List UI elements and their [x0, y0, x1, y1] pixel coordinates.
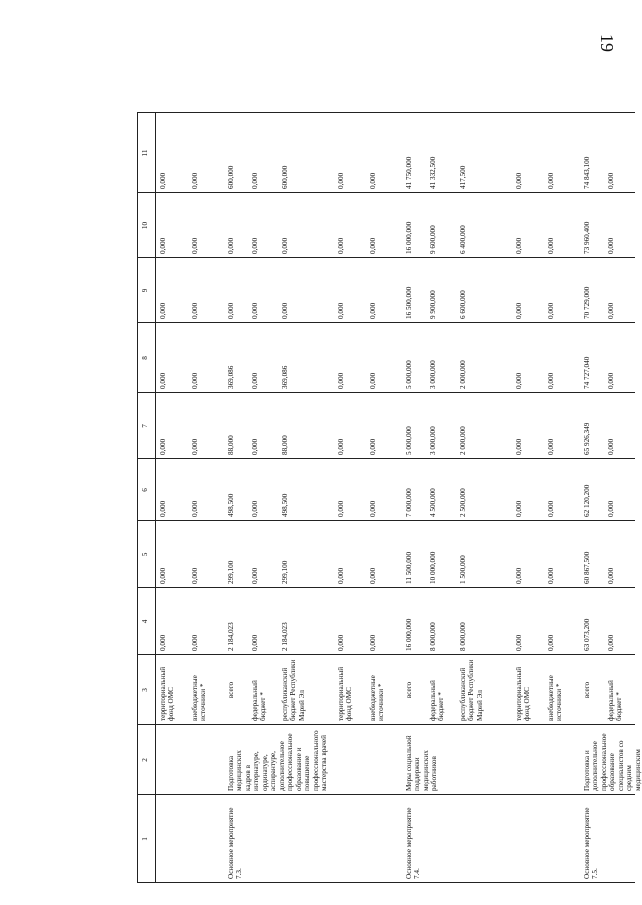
value-cell: 0,000 — [607, 500, 615, 517]
value-cell: 0,000 — [607, 302, 615, 319]
column-rule — [137, 520, 635, 521]
value-cell: 1 500,000 — [459, 555, 467, 584]
value-cell: 0,000 — [251, 372, 259, 389]
value-cell: 0,000 — [547, 500, 555, 517]
value-cell: 0,000 — [337, 567, 345, 584]
value-cell: 0,000 — [281, 302, 289, 319]
measure-title: Меры социальной поддержки медицинских работников — [405, 735, 439, 791]
value-cell: 0,000 — [515, 634, 523, 651]
value-cell: 0,000 — [547, 567, 555, 584]
value-cell: 0,000 — [337, 172, 345, 189]
value-cell: 73 960,400 — [583, 221, 591, 254]
value-cell: 3 000,000 — [429, 360, 437, 389]
value-cell: 369,086 — [281, 365, 289, 389]
value-cell: 0,000 — [281, 237, 289, 254]
value-cell: 2 500,000 — [459, 488, 467, 517]
value-cell: 0,000 — [191, 237, 199, 254]
value-cell: 2 000,000 — [459, 360, 467, 389]
measure-title: Подготовка медицинских кадров в интернатуре, ординатуре, аспирантуре, дополнительное профессиональное образование и повышение профессионального мастерства врачей — [227, 730, 329, 791]
value-cell: 3 000,000 — [429, 426, 437, 455]
value-cell: 0,000 — [159, 172, 167, 189]
value-cell: 2 000,000 — [459, 426, 467, 455]
value-cell: 0,000 — [515, 567, 523, 584]
funding-source: федеральный бюджет * — [429, 680, 446, 721]
value-cell: 10 000,000 — [429, 551, 437, 584]
value-cell: 8 000,000 — [459, 622, 467, 651]
value-cell: 0,000 — [369, 372, 377, 389]
value-cell: 299,100 — [281, 560, 289, 584]
value-cell: 0,000 — [369, 500, 377, 517]
funding-source: республиканский бюджет Республики Марий Эл — [281, 659, 306, 721]
funding-source: внебюджетные источники * — [547, 675, 564, 721]
value-cell: 70 729,000 — [583, 286, 591, 319]
value-cell: 0,000 — [191, 500, 199, 517]
value-cell: 0,000 — [515, 172, 523, 189]
value-cell: 0,000 — [159, 438, 167, 455]
value-cell: 0,000 — [191, 634, 199, 651]
value-cell: 88,000 — [227, 435, 235, 455]
value-cell: 9 600,000 — [429, 225, 437, 254]
funding-source: внебюджетные источники * — [191, 675, 208, 721]
header-cell: 4 — [141, 619, 149, 624]
value-cell: 0,000 — [191, 302, 199, 319]
value-cell: 417,500 — [459, 165, 467, 189]
value-cell: 0,000 — [337, 634, 345, 651]
value-cell: 0,000 — [607, 372, 615, 389]
value-cell: 0,000 — [251, 567, 259, 584]
column-rule — [137, 654, 635, 655]
value-cell: 0,000 — [547, 302, 555, 319]
value-cell: 0,000 — [515, 237, 523, 254]
value-cell: 0,000 — [159, 372, 167, 389]
value-cell: 0,000 — [369, 634, 377, 651]
measure-code: Основное мероприятие 7.3. — [227, 807, 244, 879]
value-cell: 0,000 — [607, 237, 615, 254]
value-cell: 0,000 — [337, 302, 345, 319]
header-cell: 2 — [141, 758, 149, 762]
value-cell: 0,000 — [251, 237, 259, 254]
value-cell: 0,000 — [159, 302, 167, 319]
value-cell: 0,000 — [515, 302, 523, 319]
funding-source: территориальный фонд ОМС — [515, 666, 532, 721]
value-cell: 8 000,000 — [429, 622, 437, 651]
value-cell: 369,086 — [227, 365, 235, 389]
value-cell: 0,000 — [607, 567, 615, 584]
column-rule — [137, 882, 635, 883]
value-cell: 5 000,000 — [405, 360, 413, 389]
value-cell: 0,000 — [547, 237, 555, 254]
value-cell: 0,000 — [251, 634, 259, 651]
row-rule — [137, 113, 138, 883]
value-cell: 0,000 — [547, 372, 555, 389]
value-cell: 0,000 — [227, 237, 235, 254]
value-cell: 16 500,000 — [405, 286, 413, 319]
column-rule — [137, 112, 635, 113]
value-cell: 0,000 — [251, 302, 259, 319]
value-cell: 0,000 — [515, 500, 523, 517]
value-cell: 74 843,100 — [583, 156, 591, 189]
value-cell: 498,500 — [281, 493, 289, 517]
value-cell: 0,000 — [251, 172, 259, 189]
value-cell: 0,000 — [251, 500, 259, 517]
value-cell: 0,000 — [191, 372, 199, 389]
value-cell: 16 000,000 — [405, 221, 413, 254]
value-cell: 0,000 — [191, 438, 199, 455]
value-cell: 2 184,023 — [281, 622, 289, 651]
value-cell: 600,000 — [281, 165, 289, 189]
value-cell: 498,500 — [227, 493, 235, 517]
value-cell: 0,000 — [607, 172, 615, 189]
column-rule — [137, 794, 635, 795]
value-cell: 0,000 — [159, 500, 167, 517]
header-cell: 5 — [141, 552, 149, 557]
header-cell: 7 — [141, 424, 149, 428]
value-cell: 0,000 — [159, 567, 167, 584]
funding-source: всего — [227, 681, 235, 699]
value-cell: 65 926,349 — [583, 422, 591, 455]
value-cell: 9 900,000 — [429, 290, 437, 319]
funding-source: федеральный бюджет * — [607, 680, 624, 721]
header-cell: 1 — [141, 837, 149, 841]
value-cell: 62 120,200 — [583, 484, 591, 517]
value-cell: 0,000 — [251, 438, 259, 455]
value-cell: 299,100 — [227, 560, 235, 584]
value-cell: 0,000 — [159, 237, 167, 254]
funding-source: республиканский бюджет Республики Марий Эл — [459, 659, 484, 721]
header-cell: 8 — [141, 356, 149, 360]
funding-source: всего — [405, 681, 413, 699]
value-cell: 60 867,500 — [583, 551, 591, 584]
column-rule — [137, 192, 635, 193]
header-cell: 3 — [141, 688, 149, 692]
value-cell: 0,000 — [515, 438, 523, 455]
header-cell: 9 — [141, 288, 149, 293]
value-cell: 0,000 — [191, 172, 199, 189]
measure-title: Подготовка и дополнительное профессиональное образование специалистов со средним медицинским — [583, 733, 642, 791]
funding-source: внебюджетные источники * — [369, 675, 386, 721]
funding-source: федеральный бюджет * — [251, 680, 268, 721]
value-cell: 11 500,000 — [405, 551, 413, 584]
value-cell: 0,000 — [607, 634, 615, 651]
column-rule — [137, 724, 635, 725]
value-cell: 0,000 — [337, 438, 345, 455]
budget-table — [125, 113, 642, 883]
value-cell: 7 000,000 — [405, 488, 413, 517]
value-cell: 0,000 — [191, 567, 199, 584]
value-cell: 88,000 — [281, 435, 289, 455]
value-cell: 74 727,040 — [583, 356, 591, 389]
value-cell: 0,000 — [369, 567, 377, 584]
value-cell: 6 600,000 — [459, 290, 467, 319]
value-cell: 0,000 — [369, 302, 377, 319]
value-cell: 0,000 — [337, 372, 345, 389]
value-cell: 41 750,000 — [405, 156, 413, 189]
header-cell: 6 — [141, 488, 149, 492]
value-cell: 63 073,200 — [583, 618, 591, 651]
value-cell: 6 400,000 — [459, 225, 467, 254]
funding-source: всего — [583, 681, 591, 699]
value-cell: 41 332,500 — [429, 156, 437, 189]
value-cell: 5 000,000 — [405, 426, 413, 455]
value-cell: 0,000 — [337, 237, 345, 254]
header-cell: 11 — [141, 149, 149, 157]
column-rule — [137, 392, 635, 393]
measure-code: Основное мероприятие 7.4. — [405, 807, 422, 879]
value-cell: 0,000 — [515, 372, 523, 389]
column-rule — [137, 587, 635, 588]
column-rule — [137, 458, 635, 459]
value-cell: 4 500,000 — [429, 488, 437, 517]
funding-source: территориальный фонд ОМС — [159, 666, 176, 721]
value-cell: 0,000 — [369, 172, 377, 189]
value-cell: 0,000 — [369, 237, 377, 254]
value-cell: 0,000 — [607, 438, 615, 455]
measure-code: Основное мероприятие 7.5. — [583, 807, 600, 879]
value-cell: 600,000 — [227, 165, 235, 189]
funding-source: территориальный фонд ОМС — [337, 666, 354, 721]
value-cell: 0,000 — [159, 634, 167, 651]
value-cell: 2 184,023 — [227, 622, 235, 651]
value-cell: 0,000 — [369, 438, 377, 455]
header-cell: 10 — [141, 221, 149, 230]
value-cell: 0,000 — [227, 302, 235, 319]
page-number: 19 — [597, 34, 617, 52]
value-cell: 0,000 — [337, 500, 345, 517]
value-cell: 16 000,000 — [405, 618, 413, 651]
value-cell: 0,000 — [547, 634, 555, 651]
column-rule — [137, 322, 635, 323]
value-cell: 0,000 — [547, 438, 555, 455]
row-rule — [155, 113, 156, 883]
column-rule — [137, 257, 635, 258]
value-cell: 0,000 — [547, 172, 555, 189]
